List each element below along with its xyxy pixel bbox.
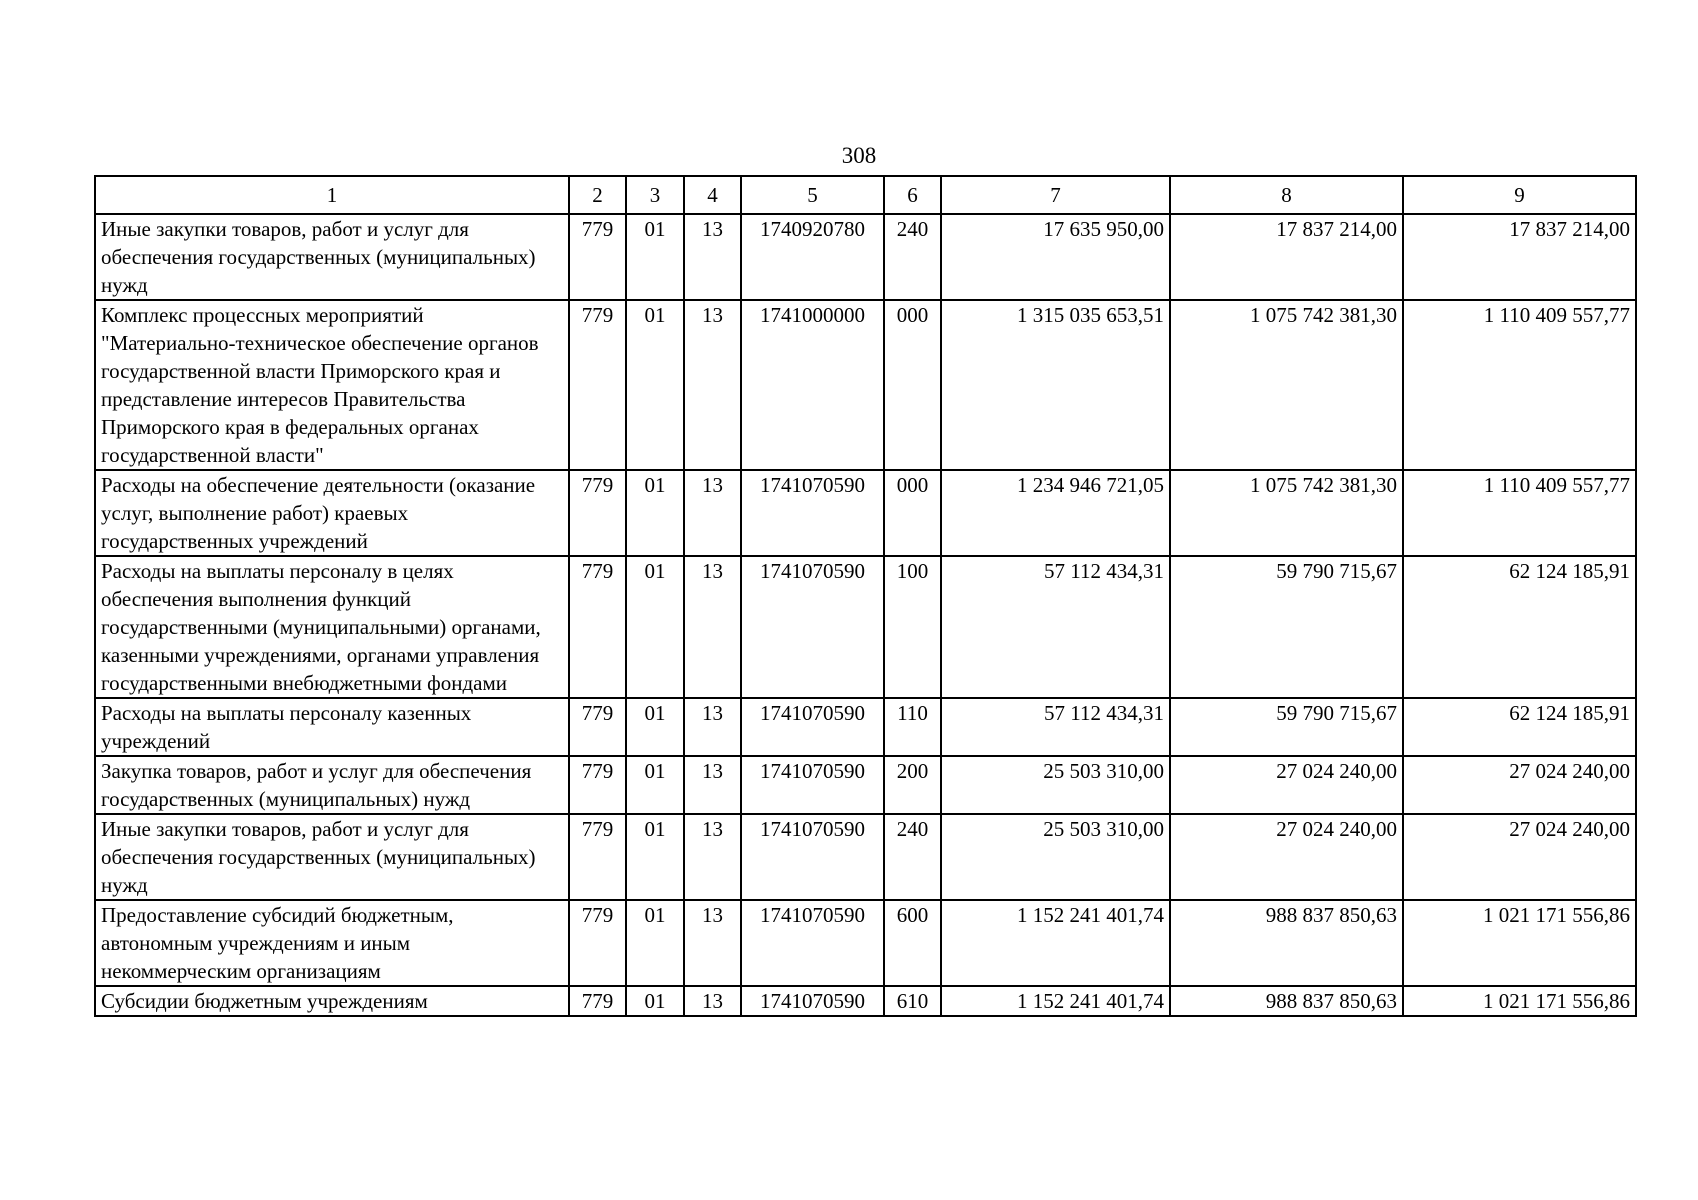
expense-name-cell: Расходы на обеспечение деятельности (оказание услуг, выполнение работ) краевых государственных учреждений bbox=[95, 470, 569, 556]
section-code-cell: 01 bbox=[626, 300, 684, 470]
target-article-cell: 1741070590 bbox=[741, 698, 884, 756]
amount-col9-cell: 17 837 214,00 bbox=[1403, 214, 1636, 300]
table-row bbox=[95, 814, 1636, 900]
expense-name-cell: Закупка товаров, работ и услуг для обеспечения государственных (муниципальных) нужд bbox=[95, 756, 569, 814]
target-article-cell: 1741070590 bbox=[741, 556, 884, 698]
expense-name-cell: Расходы на выплаты персоналу казенных учреждений bbox=[95, 698, 569, 756]
expense-name-cell: Расходы на выплаты персоналу в целях обеспечения выполнения функций государственными (муниципальными) органами, казенными учреждениями, органами управления государственными внебюджетными фондами bbox=[95, 556, 569, 698]
section-code-cell: 01 bbox=[626, 214, 684, 300]
expense-name-cell: Комплекс процессных мероприятий "Материально-техническое обеспечение органов государственной власти Приморского края и представление интересов Правительства Приморского края в федеральных органах государственной власти" bbox=[95, 300, 569, 470]
section-code-cell: 01 bbox=[626, 556, 684, 698]
ministry-code-cell: 779 bbox=[569, 556, 626, 698]
table-row bbox=[95, 986, 1636, 1016]
target-article-cell: 1741070590 bbox=[741, 470, 884, 556]
column-header: 5 bbox=[741, 176, 884, 214]
amount-col7-cell: 57 112 434,31 bbox=[941, 698, 1170, 756]
amount-col7-cell: 25 503 310,00 bbox=[941, 814, 1170, 900]
target-article-cell: 1741070590 bbox=[741, 756, 884, 814]
amount-col9-cell: 27 024 240,00 bbox=[1403, 814, 1636, 900]
amount-col7-cell: 25 503 310,00 bbox=[941, 756, 1170, 814]
target-article-cell: 1741000000 bbox=[741, 300, 884, 470]
expense-name-cell: Иные закупки товаров, работ и услуг для обеспечения государственных (муниципальных) нужд bbox=[95, 214, 569, 300]
amount-col9-cell: 1 110 409 557,77 bbox=[1403, 470, 1636, 556]
amount-col7-cell: 1 315 035 653,51 bbox=[941, 300, 1170, 470]
amount-col9-cell: 27 024 240,00 bbox=[1403, 756, 1636, 814]
table-row bbox=[95, 900, 1636, 986]
subsection-code-cell: 13 bbox=[684, 756, 741, 814]
expense-type-cell: 240 bbox=[884, 814, 941, 900]
expense-name-cell: Иные закупки товаров, работ и услуг для обеспечения государственных (муниципальных) нужд bbox=[95, 814, 569, 900]
page-number: 308 bbox=[841, 143, 877, 168]
section-code-cell: 01 bbox=[626, 814, 684, 900]
column-header: 7 bbox=[941, 176, 1170, 214]
section-code-cell: 01 bbox=[626, 900, 684, 986]
expense-type-cell: 200 bbox=[884, 756, 941, 814]
section-code-cell: 01 bbox=[626, 698, 684, 756]
column-header: 2 bbox=[569, 176, 626, 214]
amount-col8-cell: 59 790 715,67 bbox=[1170, 698, 1403, 756]
amount-col9-cell: 1 110 409 557,77 bbox=[1403, 300, 1636, 470]
section-code-cell: 01 bbox=[626, 986, 684, 1016]
table-row bbox=[95, 556, 1636, 698]
expense-type-cell: 000 bbox=[884, 470, 941, 556]
target-article-cell: 1741070590 bbox=[741, 986, 884, 1016]
subsection-code-cell: 13 bbox=[684, 556, 741, 698]
amount-col8-cell: 59 790 715,67 bbox=[1170, 556, 1403, 698]
expense-type-cell: 100 bbox=[884, 556, 941, 698]
expense-type-cell: 600 bbox=[884, 900, 941, 986]
expense-name-cell: Предоставление субсидий бюджетным, автономным учреждениям и иным некоммерческим организациям bbox=[95, 900, 569, 986]
ministry-code-cell: 779 bbox=[569, 814, 626, 900]
amount-col7-cell: 1 152 241 401,74 bbox=[941, 900, 1170, 986]
ministry-code-cell: 779 bbox=[569, 986, 626, 1016]
amount-col8-cell: 988 837 850,63 bbox=[1170, 986, 1403, 1016]
table-row bbox=[95, 214, 1636, 300]
amount-col9-cell: 1 021 171 556,86 bbox=[1403, 986, 1636, 1016]
amount-col9-cell: 62 124 185,91 bbox=[1403, 698, 1636, 756]
ministry-code-cell: 779 bbox=[569, 214, 626, 300]
table-row bbox=[95, 756, 1636, 814]
budget-table bbox=[94, 175, 1637, 1017]
amount-col8-cell: 27 024 240,00 bbox=[1170, 814, 1403, 900]
subsection-code-cell: 13 bbox=[684, 900, 741, 986]
ministry-code-cell: 779 bbox=[569, 756, 626, 814]
subsection-code-cell: 13 bbox=[684, 698, 741, 756]
expense-type-cell: 110 bbox=[884, 698, 941, 756]
column-header: 8 bbox=[1170, 176, 1403, 214]
amount-col9-cell: 62 124 185,91 bbox=[1403, 556, 1636, 698]
table-row bbox=[95, 300, 1636, 470]
section-code-cell: 01 bbox=[626, 756, 684, 814]
table-row bbox=[95, 698, 1636, 756]
subsection-code-cell: 13 bbox=[684, 814, 741, 900]
subsection-code-cell: 13 bbox=[684, 470, 741, 556]
section-code-cell: 01 bbox=[626, 470, 684, 556]
expense-type-cell: 610 bbox=[884, 986, 941, 1016]
column-header: 4 bbox=[684, 176, 741, 214]
column-header: 6 bbox=[884, 176, 941, 214]
column-header: 1 bbox=[95, 176, 569, 214]
ministry-code-cell: 779 bbox=[569, 300, 626, 470]
amount-col7-cell: 1 152 241 401,74 bbox=[941, 986, 1170, 1016]
amount-col7-cell: 17 635 950,00 bbox=[941, 214, 1170, 300]
amount-col7-cell: 57 112 434,31 bbox=[941, 556, 1170, 698]
amount-col8-cell: 27 024 240,00 bbox=[1170, 756, 1403, 814]
target-article-cell: 1741070590 bbox=[741, 814, 884, 900]
subsection-code-cell: 13 bbox=[684, 986, 741, 1016]
column-header: 3 bbox=[626, 176, 684, 214]
amount-col8-cell: 17 837 214,00 bbox=[1170, 214, 1403, 300]
amount-col7-cell: 1 234 946 721,05 bbox=[941, 470, 1170, 556]
ministry-code-cell: 779 bbox=[569, 698, 626, 756]
table-row bbox=[95, 470, 1636, 556]
amount-col8-cell: 988 837 850,63 bbox=[1170, 900, 1403, 986]
expense-type-cell: 240 bbox=[884, 214, 941, 300]
ministry-code-cell: 779 bbox=[569, 470, 626, 556]
subsection-code-cell: 13 bbox=[684, 214, 741, 300]
subsection-code-cell: 13 bbox=[684, 300, 741, 470]
column-header: 9 bbox=[1403, 176, 1636, 214]
amount-col8-cell: 1 075 742 381,30 bbox=[1170, 470, 1403, 556]
column-number-row bbox=[95, 176, 1636, 214]
target-article-cell: 1740920780 bbox=[741, 214, 884, 300]
expense-name-cell: Субсидии бюджетным учреждениям bbox=[95, 986, 569, 1016]
target-article-cell: 1741070590 bbox=[741, 900, 884, 986]
amount-col8-cell: 1 075 742 381,30 bbox=[1170, 300, 1403, 470]
expense-type-cell: 000 bbox=[884, 300, 941, 470]
ministry-code-cell: 779 bbox=[569, 900, 626, 986]
amount-col9-cell: 1 021 171 556,86 bbox=[1403, 900, 1636, 986]
